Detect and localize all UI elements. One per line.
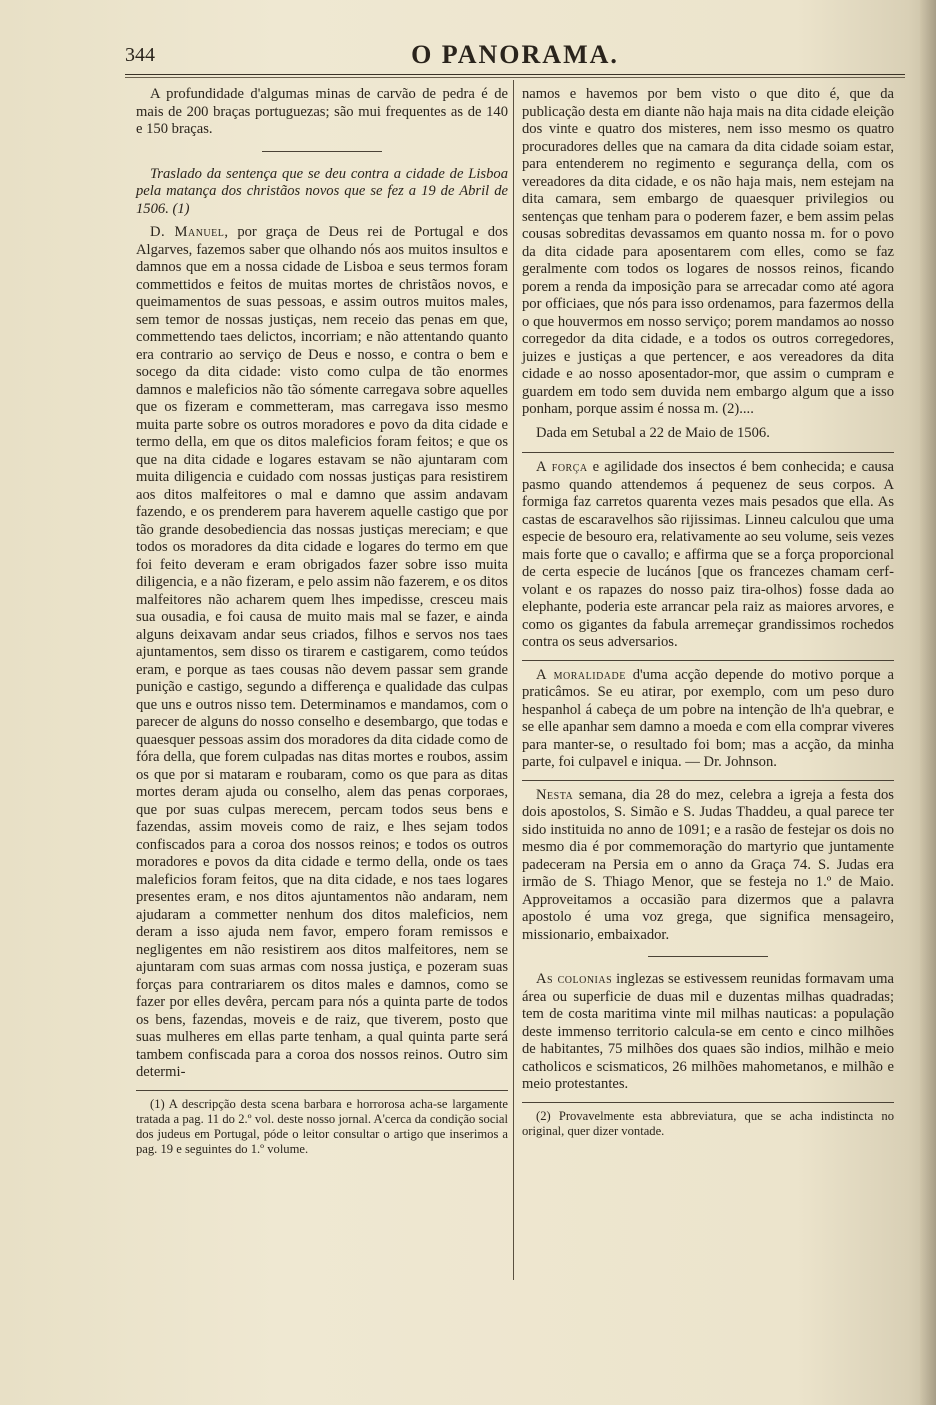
header-rule	[125, 74, 905, 75]
paragraph-body: semana, dia 28 do mez, celebra a igreja a festa dos dois apostolos, S. Simão e S. Judas Thaddeu, a qual parece ter sido instituida no anno de 1091; e a rasão de festejar os dois no mesmo dia é por commemoração do martyrio que juntamente padeceram na Persia em o anno da Graça 74. S. Judas era irmão de S. Thiago Menor, que se festeja no 1.º de Maio. Approveitamos a occasião para dizermos que a palavra apostolo é uma voz grega, que significa mensageiro, missionario, embaixador.	[522, 786, 894, 943]
footnote-rule	[136, 1090, 508, 1091]
page-spine	[920, 0, 936, 1405]
page-number: 344	[125, 44, 155, 66]
paragraph-apostles	[522, 787, 894, 945]
lead-word: As colonias	[536, 971, 613, 987]
section-rule	[262, 151, 382, 152]
paragraph-sentence	[136, 224, 508, 1082]
paragraph-colonies	[522, 971, 894, 1094]
paragraph-morality	[522, 667, 894, 772]
section-rule	[522, 452, 894, 453]
lead-word: Nesta	[536, 786, 574, 803]
sentence-heading: Traslado da sentença que se deu contra a cidade de Lisboa pela matança dos christãos novos que se fez a 19 de Abril de 1506. (1)	[136, 165, 508, 217]
footnote-2: (2) Provavelmente esta abbreviatura, que se acha indistincta no original, quer dizer vontade.	[522, 1108, 894, 1138]
section-rule	[522, 780, 894, 781]
footnote-1: (1) A descripção desta scena barbara e horrorosa acha-se largamente tratada a pag. 11 do 2.º vol. deste nosso jornal. A'cerca da condição social dos judeus em Portugal, póde o leitor consultar o artigo que inserimos a pag. 19 e seguintes do 1.º volume.	[136, 1096, 508, 1156]
paragraph-insects	[522, 459, 894, 652]
paragraph-body: por graça de Deus rei de Portugal e dos Algarves, fazemos saber que olhando nós aos muitos insultos e damnos que em a nossa cidade de Lisboa e seus termos foram commettidos e feitos de muitas mortes de christãos novos, e queimamentos de suas pessoas, e assim outros muitos males, sem temor de nossas justiças, nem receio das penas em que, commettendo taes delictos, incorriam; e não attentando quanto era contrario ao serviço de Deus e nosso, e contra o bem e socego da dita cidade: visto como culpa de tão enormes damnos e maleficios não tão sómente carregava sobre aquelles que os fizeram e commetteram, mas carregava isso mesmo muita parte sobre os outros moradores e povo da dita cidade e termo della, em que os ditos maleficios foram feitos; e que os que na dita cidade e logares estavam se não ajuntaram com muita diligencia e cuidado com nossas justiças para resistirem aos ditos malfeitores o mal e damno que assim andavam fazendo, e os prenderem para haverem aquelle castigo que por tão grande desobediencia das nossas justiças mereciam; e que todos os moradores da dita cidade e logares do termo em que foi feito deveram e eram obrigados fazer sobre isso muita diligencia, e a não fizeram, e pelo assim não fazerem, e os ditos malfeitores não acharem quem lhes impedisse, cresceu mais sua ousadia, e foi causa de muito mais mal se fazer, e ainda alguns deixavam andar seus criados, filhos e servos nos taes ajuntamentos, sem disso os tirarem e castigarem, como teúdos eram, e porque as taes cousas não devem passar sem grande punição e castigo, segundo a differença e qualidade das culpas que uns e outros nisso tem. Determinamos e mandamos, com o parecer de alguns do nosso conselho e desembargo, que todas e quaesquer pessoas assim dos moradores da dita cidade como de fóra della, que forem culpadas nas ditas mortes e roubos, assim os que por si mataram e roubaram, como os que para as ditas mortes deram ajuda ou conselho, alem das penas corporaes, que por suas culpas merecem, percam todos seus bens e fazendas, assim moveis como de raiz, e lhes sejam todos confiscados para a coroa dos nossos reinos; e todos os outros moradores e povos da dita cidade e termo della, onde os taes maleficios foram feitos, que na dita cidade, e nos taes logares presentes eram, e nos ditos ajuntamentos não andaram, nem ajudaram a commetter nenhum dos ditos maleficios, nem deram a isso ajuda nem favor, empero foram remissos e negligentes em não resistirem aos ditos malfeitores, nem se ajuntaram com suas armas com nossa justiça, e pozeram suas forças para contrariarem os ditos males e damnos, como se fazer por elles devêra, percam para nós a quinta parte de todos os bens, fazendas, moveis e de raiz, que tiverem, posto que suas mulheres em ellas parte tenham, a qual quinta parte será tambem confiscada para a coroa dos nossos reinos. Outro sim determi-	[136, 224, 509, 1080]
section-rule	[522, 660, 894, 661]
left-column	[136, 86, 508, 1157]
paragraph-body: d'uma acção depende do motivo porque a praticâmos. Se eu atirar, por exemplo, com um peso duro hespanhol á cabeça de um pobre na intenção de lh'a quebrar, e se elle apanhar sem damno a moeda e com ella comprar viveres para manter-se, o resultado foi bom; mas a acção, da minha parte, foi culpavel e iniqua. — Dr. Johnson.	[522, 666, 894, 770]
paragraph-coal-mines: A profundidade d'algumas minas de carvão de pedra é de mais de 200 braças portuguezas; são mui frequentes as de 140 e 150 braças.	[136, 86, 508, 137]
lead-word: A moralidade	[536, 666, 626, 683]
lead-word: A força	[536, 459, 588, 475]
page-header	[125, 38, 905, 74]
lead-word: D. Manuel,	[150, 224, 229, 240]
header-rule-lower	[125, 77, 905, 78]
paragraph-body: inglezas se estivessem reunidas formavam uma área ou superficie de duas mil e duzentas milhas quadradas; tem de costa maritima vinte mil milhas nauticas: a população deste immenso territorio calcula-se em cento e cinco milhões de habitantes, 75 milhões dos quaes são indios, milhão e meio catholicos e scismaticos, 26 milhões mahometanos, e milhão e meio protestantes.	[522, 971, 894, 1092]
section-rule	[648, 956, 768, 957]
footnote-rule	[522, 1102, 894, 1103]
paragraph-continuation: namos e havemos por bem visto o que dito é, que da publicação desta em diante não haja mais na dita cidade eleição dos vinte e quatro dos misteres, nem isso mesmo os quatro procuradores delles que na camara da dita cidade soiam estar, para entenderem no regimento e segurança della, com os vereadores da dita cidade, e os não haja mais, nem estejam na dita camara, sem embargo de quaesquer privilegios ou sentenças que tenham para o poderem fazer, e bem assim pelas cousas sobreditas devassamos em quanto nossa m. for o povo da dita cidade para aposentarem com elles, como se faz geralmente com todos os logares de nossos reinos, ficando porem a renda da imposição para se arrecadar como até agora por officiaes, que nós para isso ordenamos, para fazermos della o que houvermos em nosso serviço; porem mandamos ao nosso corregedor da dita cidade, e a todos os outros corregedores, juizes e justiças a que pertencer, e aos vereadores da dita cidade e ao nosso aposentador-mor, que assim o cumpram e guardem em todo sem duvida nem embargo algum que a isso ponham, porque assim é nossa m. (2)....	[522, 86, 894, 417]
paragraph-body: e agilidade dos insectos é bem conhecida; e causa pasmo quando attendemos á pequenez de seus corpos. A formiga faz carretos quarenta vezes mais pesados que ella. As castas de escaravelhos são rijissimas. Linneu calculou que uma especie de besouro era, relativamente ao seu volume, seis vezes mais forte que o cavallo; e affirma que se a força proporcional de certa especie de lucános [que os francezes chamam cerf-volant e os rapazes do nosso paiz tira-olhos) fosse dada ao elephante, poderia este arrancar pela raiz as maiores arvores, e como os gigantes da fabula arremeçar grandissimos rochedos contra os seus adversarios.	[522, 459, 894, 650]
date-line: Dada em Setubal a 22 de Maio de 1506.	[536, 424, 770, 441]
right-column	[522, 86, 894, 1139]
running-title: O PANORAMA.	[411, 40, 619, 69]
column-divider	[513, 80, 514, 1280]
